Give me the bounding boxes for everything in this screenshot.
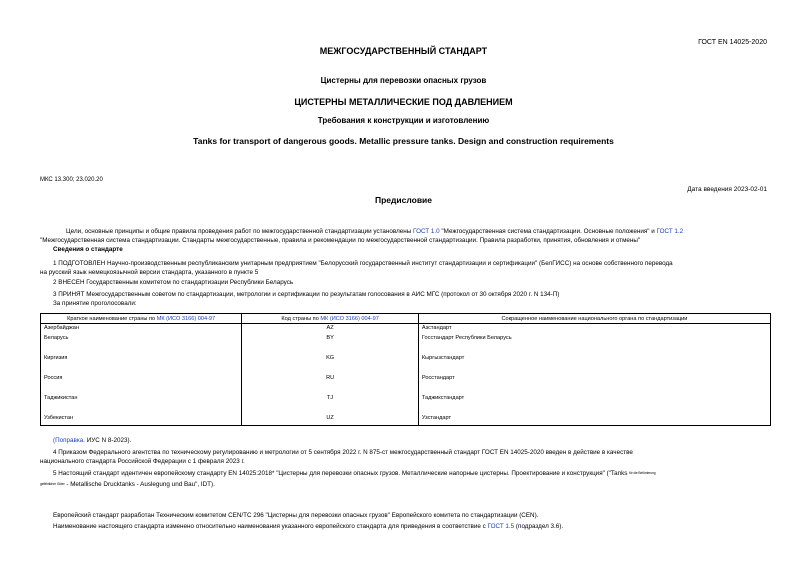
standard-type-heading: МЕЖГОСУДАРСТВЕННЫЙ СТАНДАРТ [319,46,488,56]
paragraph-2: 2 ВНЕСЕН Государственным комитетом по стандартизации Республики Беларусь [53,279,294,286]
table-header-code: Код страны по МК (ИСО 3166) 004-97 [242,314,419,324]
name-change-tail: (подраздел 3.6). [514,523,564,530]
voting-states-table [40,313,771,426]
paragraph-1-line1: 1 ПОДГОТОВЛЕН Научно-производственным республиканским унитарным предприятием "Белорусский государственный институт стандартизации и сертификации" (БелГИСС) на основе собственного перевода [53,260,673,267]
paragraph-5-tail: - Metallische Drucktanks - Auslegung und Bau", IDT). [64,481,215,489]
code-cell: RU [242,374,419,394]
paragraph-1-line2: на русский язык немецкоязычной версии стандарта, указанного в пункте 5 [40,269,259,276]
foreword-heading: Предисловие [374,195,433,205]
document-subtitle: Цистерны для перевозки опасных грузов [320,76,487,85]
paragraph-5-small-text: für die Beförderung [629,471,656,475]
paragraph-5-small-text: gefährlicher Güter [40,482,65,486]
code-cell: KG [242,354,419,374]
goals-text-1: Цели, основные принципы и общие правила проведения работ по межгосударственной стандартизации установлены [66,228,414,235]
table-header-body: Сокращенное наименование национального органа по стандартизации [418,314,770,324]
gost-1-5-link[interactable]: ГОСТ 1.5 [487,523,515,530]
table-row [41,354,771,374]
code-cell: TJ [242,394,419,414]
table-row [41,324,771,334]
standards-body-cell: Росстандарт [418,374,770,394]
english-title: Tanks for transport of dangerous goods. Metallic pressure tanks. Design and construction requirements [193,136,614,146]
table-row [41,414,771,426]
info-heading: Сведения о стандарте [53,246,123,253]
code-cell: BY [242,334,419,354]
table-row [41,394,771,414]
mk-3166-link[interactable]: МК (ИСО 3166) 004-97 [156,315,216,322]
amendment-link[interactable]: (Поправка. [53,437,86,444]
paragraph-name-change [53,522,563,531]
standards-body-cell: Узстандарт [418,414,770,426]
country-cell: Узбекистан [41,414,242,426]
standards-body-cell: Кыргызстандарт [418,354,770,374]
paragraph-3: 3 ПРИНЯТ Межгосударственным советом по стандартизации, метрологии и сертификации по результатам голосования в АИС МГС (протокол от 30 октября 2020 г. N 134-П) [53,291,560,298]
introduction-date: Дата введения 2023-02-01 [687,186,767,193]
table-row [41,334,771,354]
gost-1-0-link[interactable]: ГОСТ 1.0 [413,228,440,235]
paragraph-5-line1 [53,469,655,478]
mks-code: МКС 13.300; 23.020.20 [40,177,103,183]
paragraph-goals-line2: "Межгосударственная система стандартизации. Стандарты межгосударственные, правила и рекомендации по межгосударственной стандартизации. Правила разработки, принятия, обновления и отмены" [40,237,641,244]
standards-body-cell: Госстандарт Республики Беларусь [418,334,770,354]
gost-1-2-link[interactable]: ГОСТ 1.2 [656,228,684,235]
goals-text-2: "Межгосударственная система стандартизации. Основные положения" и [439,228,657,235]
mk-3166-link[interactable]: МК (ИСО 3166) 004-97 [320,315,379,322]
standards-body-cell: Таджикстандарт [418,394,770,414]
code-cell: UZ [242,414,419,426]
document-title: ЦИСТЕРНЫ МЕТАЛЛИЧЕСКИЕ ПОД ДАВЛЕНИЕМ [294,97,513,107]
amendment-note [53,436,131,445]
amendment-text: ИУС N 8-2023). [85,437,132,444]
paragraph-5-line2 [40,480,215,489]
paragraph-4-line2: национального стандарта Российской Федерации с 1 февраля 2023 г. [40,458,245,465]
name-change-text: Наименование настоящего стандарта изменено относительно наименования указанного европейского стандарта для приведения в соответствие с [53,523,488,530]
paragraph-goals-line1 [66,227,683,236]
paragraph-cen: Европейский стандарт разработан Техническим комитетом CEN/TC 296 "Цистерны для перевозки опасных грузов" Европейского комитета по стандартизации (CEN). [53,512,539,519]
paragraph-4-line1: 4 Приказом Федерального агентства по техническому регулированию и метрологии от 5 сентября 2022 г. N 875-ст межгосударственный стандарт ГОСТ EN 14025-2020 введен в действие в качестве [53,449,633,456]
country-cell: Беларусь [41,334,242,354]
country-cell: Киргизия [41,354,242,374]
paragraph-5-text: 5 Настоящий стандарт идентичен европейскому стандарту EN 14025:2018* "Цистерны для перевозки опасных грузов. Металлические напорные цистерны. Проектирование и конструкция" ("Tanks [53,470,628,478]
country-cell: Россия [41,374,242,394]
code-cell: AZ [242,324,419,334]
paragraph-3-voted: За принятие проголосовали: [53,300,137,307]
table-row [41,374,771,394]
table-header-country: Краткое наименование страны по МК (ИСО 3166) 004-97 [41,314,242,324]
country-cell: Таджикистан [41,394,242,414]
country-cell: Азербайджан [41,324,242,334]
requirements-title: Требования к конструкции и изготовлению [317,116,490,125]
standards-body-cell: Азстандарт [418,324,770,334]
table-header-row [41,314,771,324]
document-number: ГОСТ EN 14025-2020 [698,39,767,46]
